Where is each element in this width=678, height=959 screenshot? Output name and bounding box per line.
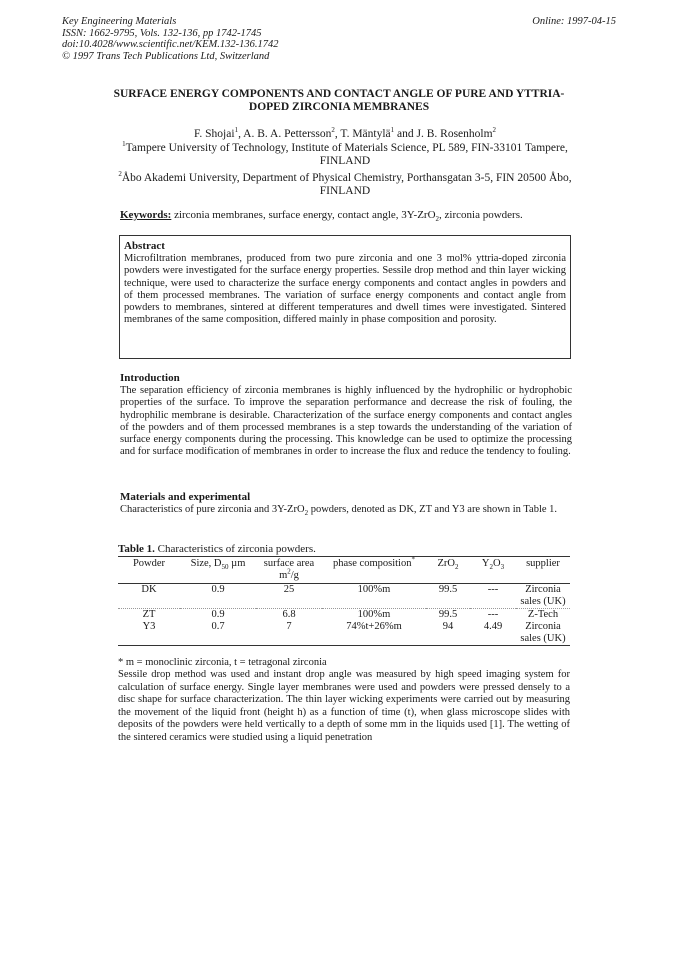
author-name: and J. B. Rosenholm [394,128,493,140]
cell-y2o3: 4.49 [470,621,516,646]
online-date: Online: 1997-04-15 [532,16,616,27]
header-supplier: supplier [516,557,570,584]
affiliation-1 [110,142,580,168]
cell-phase: 100%m [357,609,391,620]
table-caption [118,543,316,555]
author-affiliation-mark: 2 [492,126,497,135]
materials-text [120,504,572,516]
characteristics-table [118,556,570,646]
table-caption-text: Characteristics of zirconia powders. [154,543,316,555]
cell-powder: ZT [142,609,156,620]
table-footnote: * m = monoclinic zirconia, t = tetragonal zirconia [118,657,327,668]
cell-supplier: Zirconia sales (UK) [516,584,570,609]
author-name: , A. B. A. Pettersson [238,128,332,140]
affiliation-2 [110,172,580,198]
cell-surface-area: 6.8 [282,609,296,620]
author-affiliation-mark: 2 [331,126,335,135]
table-caption-label: Table 1. [118,543,155,555]
cell-surface-area: 25 [256,584,322,609]
cell-y2o3: --- [487,609,499,620]
materials-text-start: Characteristics of pure zirconia and 3Y-ZrO [120,504,305,516]
keywords-text: zirconia membranes, surface energy, contact angle, 3Y-ZrO [171,209,436,221]
affiliation-mark: 2 [118,170,122,179]
materials-heading: Materials and experimental [120,491,251,503]
keywords-subscript: 2 [435,215,440,224]
header-size: Size, $D_{50}$ µm [180,557,256,584]
materials-section [120,491,572,516]
author-name: F. Shojai [193,128,235,140]
table-row [118,621,570,646]
methods-paragraph: Sessile drop method was used and instant drop angle was measured by high speed imaging system for calculation of surface energy. Single layer membranes were used and powders were pressed densely to a disc shape for surface characterization. The thin layer wicking experiments were carried out by measuring the movement of the liquid front (height h) as a function of time (t), when glass microscope slides with deposits of the powders were held vertically to a depth of some mm in the liquids used [1]. The wetting of the sintered ceramics were studied using a liquid penetration [118,669,570,743]
cell-supplier: Zirconia sales (UK) [516,621,570,646]
journal-name: Key Engineering Materials [62,16,177,27]
abstract-text: Microfiltration membranes, produced from two pure zirconia and one 3 mol% yttria-doped zirconia powders were investigated for the surface energy properties. Sessile drop method and thin layer wicking technique, were used to characterize the surface energy components and contact angles in powders and of them processed membranes. The variation of surface energy components and contact angle from powders to membranes, sintered at different temperatures and dwell times were investigated. Sintered membranes of the same composition, differed mainly in phase composition and porosity. [124,253,566,326]
header-zro2: ZrO$_2$ [426,557,470,584]
cell-size: 0.9 [180,584,256,609]
cell-y2o3: --- [470,584,516,609]
table-row [118,609,570,622]
keywords [120,209,580,222]
affiliation-text: Tampere University of Technology, Institute of Materials Science, PL 589, FIN-33101 Tampere, FINLAND [125,142,568,167]
affiliation-mark: 1 [122,140,126,149]
issn-line: ISSN: 1662-9795, Vols. 132-136, pp 1742-1745 [62,27,262,39]
cell-zro2: 99.5 [438,609,458,620]
cell-surface-area: 7 [256,621,322,646]
author-affiliation-mark: 1 [390,126,395,135]
cell-phase: 74%t+26%m [322,621,426,646]
materials-subscript: 2 [304,509,309,518]
table-row [118,584,570,609]
affiliation-text: Åbo Akademi University, Department of Physical Chemistry, Porthansgatan 3-5, FIN 20500 Åbo, FINLAND [121,172,572,197]
copyright-line: © 1997 Trans Tech Publications Ltd, Switzerland [62,50,270,62]
materials-text-end: powders, denoted as DK, ZT and Y3 are shown in Table 1. [308,504,558,516]
paper-title: SURFACE ENERGY COMPONENTS AND CONTACT ANGLE OF PURE AND YTTRIA-DOPED ZIRCONIA MEMBRANES [113,88,565,113]
header-phase-composition: phase composition* [322,557,426,584]
introduction-section [120,372,572,458]
header-powder: Powder [118,557,180,584]
cell-powder: Y3 [118,621,180,646]
keywords-text-end: , zirconia powders. [439,209,523,221]
author-name: , T. Mäntylä [334,128,391,140]
header-y2o3: $Y_2O_3$ [470,557,516,584]
introduction-text: The separation efficiency of zirconia membranes is highly influenced by the hydrophilic or hydrophobic properties of the surface. To improve the separation performance and decrease the risk of fouling, the hydrophilic membrane is desirable. Characterization of the surface energy components and contact angles of the powders and of them processed membranes is a step towards the understanding of the variation of surface energy components during the processing. This knowledge can be used to optimize the processing and for surface modification of membranes in order to increase the flux and reduce the tendency to fouling. [120,385,572,458]
doi-line[interactable]: doi:10.4028/www.scientific.net/KEM.132-136.1742 [62,39,279,50]
cell-size: 0.7 [180,621,256,646]
cell-supplier: Z-Tech [527,609,559,620]
introduction-heading: Introduction [120,372,180,384]
abstract-box [119,235,571,359]
cell-size: 0.9 [211,609,225,620]
author-list [100,128,590,141]
table-header-row [118,557,570,584]
author-affiliation-mark: 1 [234,126,239,135]
cell-phase: 100%m [322,584,426,609]
cell-zro2: 94 [426,621,470,646]
header-surface-area: surface area $m^2/g$ [256,557,322,584]
abstract-heading: Abstract [124,240,165,252]
keywords-label: Keywords: [120,209,172,221]
journal-meta [62,16,279,62]
cell-powder: DK [118,584,180,609]
cell-zro2: 99.5 [426,584,470,609]
